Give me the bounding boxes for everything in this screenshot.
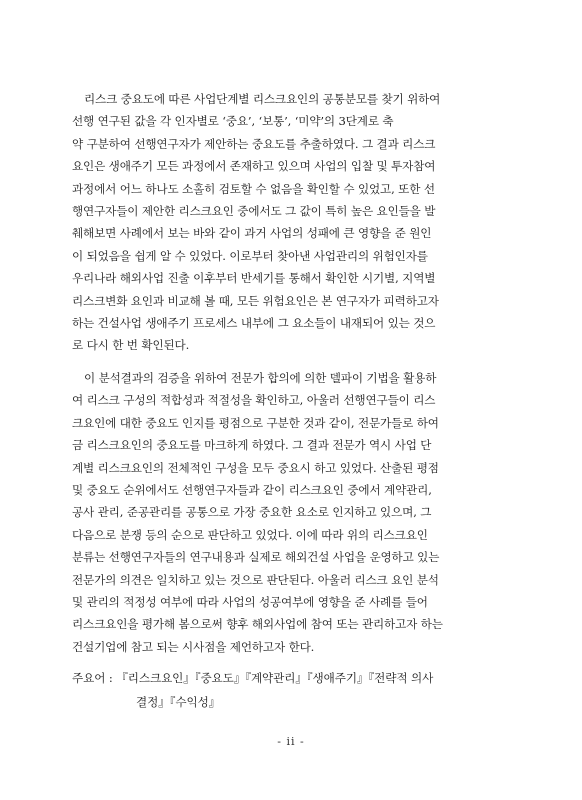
keywords-line-continued: 결정』『수익성』 (136, 695, 221, 710)
document-body (72, 88, 518, 714)
text-line: 과정에서 어느 하나도 소홀히 검토할 수 없음을 확인할 수 있었고, 또한 선 (72, 181, 435, 196)
text-line: 하는 건설사업 생애주기 프로세스 내부에 그 요소들이 내재되어 있는 것으 (72, 316, 436, 331)
text-line: 계별 리스크요인의 전체적인 구성을 모두 중요시 하고 있었다. 산출된 평점 (72, 460, 439, 475)
text-line: 리스크 중요도에 따른 사업단계별 리스크요인의 공통분모를 찾기 위하여 (84, 92, 441, 106)
keywords-line: 주요어 : 『리스크요인』『중요도』『계약관리』『생애주기』『전략적 의사 (72, 671, 434, 686)
text-line: 및 중요도 순위에서도 선행연구자들과 같이 리스크요인 중에서 계약관리, (72, 482, 432, 497)
paragraph-spacer (72, 357, 518, 367)
text-line: 크요인에 대한 중요도 인지를 평점으로 구분한 것과 같이, 전문가들로 하여 (72, 415, 439, 430)
text-line: 췌해보면 사례에서 보는 바와 같이 과거 사업의 성패에 큰 영향을 준 원인 (72, 226, 432, 241)
text-line: 리스크요인을 평가해 봄으로써 향후 해외사업에 참여 또는 관리하고자 하는 (72, 617, 443, 632)
text-line: 리스크변화 요인과 비교해 볼 때, 모든 위험요인은 본 연구자가 피력하고자 (72, 293, 439, 308)
text-line: 우리나라 해외사업 진출 이후부터 반세기를 통해서 확인한 시기별, 지역별 (72, 271, 436, 286)
text-line: 금 리스크요인의 중요도를 마크하게 하였다. 그 결과 전문가 역시 사업 단 (72, 438, 432, 453)
text-line: 요인은 생애주기 모든 과정에서 존재하고 있으며 사업의 입찰 및 투자참여 (72, 159, 436, 174)
text-line: 이 분석결과의 검증을 위하여 전문가 합의에 의한 델파이 기법을 활용하 (84, 370, 437, 385)
text-line: 선행 연구된 값을 각 인자별로 ‘중요’, ‘보통’, ‘미약’의 3단계로 축 (72, 114, 394, 129)
paragraph-1 (72, 88, 518, 357)
paragraph-2 (72, 367, 518, 658)
text-line: 건설기업에 참고 되는 시사점을 제언하고자 한다. (72, 639, 315, 654)
text-line: 약 구분하여 선행연구자가 제안하는 중요도를 추출하였다. 그 결과 리스크 (72, 136, 436, 151)
text-line: 및 관리의 적정성 여부에 따라 사업의 성공여부에 영향을 준 사례를 들어 (72, 594, 428, 609)
text-line: 분류는 선행연구자들의 연구내용과 실제로 해외건설 사업을 운영하고 있는 (72, 550, 440, 565)
text-line: 다음으로 분쟁 등의 순으로 판단하고 있었다. 이에 따라 위의 리스크요인 (72, 527, 428, 542)
text-line: 공사 관리, 준공관리를 공통으로 가장 중요한 요소로 인지하고 있으며, 그 (72, 505, 432, 520)
page-number: - ii - (277, 735, 305, 748)
text-line: 전문가의 의견은 일치하고 있는 것으로 판단된다. 아울러 리스크 요인 분석 (72, 572, 439, 587)
text-line: 이 되었음을 쉽게 알 수 있었다. 이로부터 찾아낸 사업관리의 위험인자를 (72, 248, 428, 263)
text-line: 로 다시 한 번 확인된다. (72, 338, 190, 353)
text-line: 여 리스크 구성의 적합성과 적절성을 확인하고, 아울러 선행연구들이 리스 (72, 393, 436, 408)
text-line: 행연구자들이 제안한 리스크요인 중에서도 그 값이 특히 높은 요인들을 발 (72, 204, 436, 219)
keywords-block (72, 666, 518, 714)
